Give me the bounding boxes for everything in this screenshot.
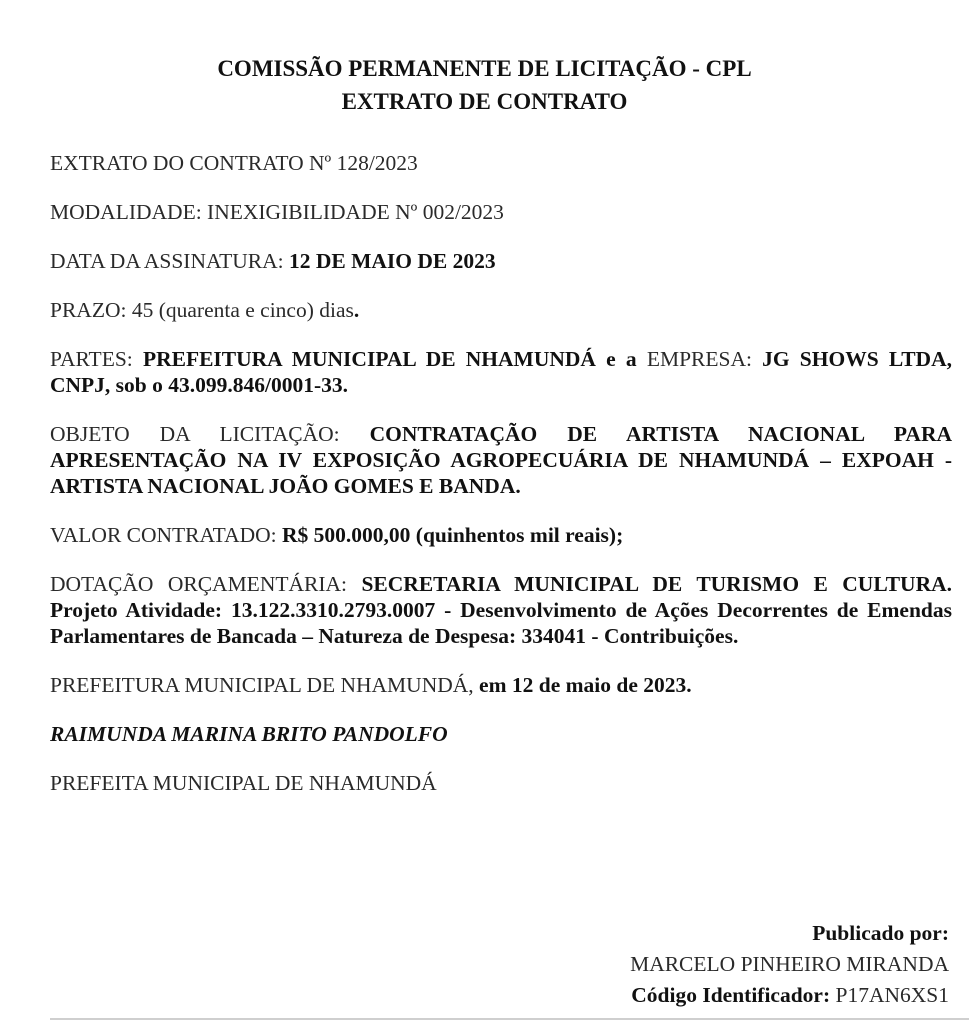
header-document-title: EXTRATO DE CONTRATO	[341, 89, 628, 114]
budget-allocation-value: SECRETARIA MUNICIPAL DE TURISMO E CULTURA. Projeto Atividade: 13.122.3310.2793.0007 - Desenvolvimento de Ações Decorrentes de Emendas Parlamentares de Bancada – Natureza de Despesa: 334041 - Contribuições.	[50, 572, 953, 648]
contract-number-text: EXTRATO DO CONTRATO Nº 128/2023	[50, 151, 418, 175]
object-value: CONTRATAÇÃO DE ARTISTA NACIONAL PARA APRESENTAÇÃO NA IV EXPOSIÇÃO AGROPECUÁRIA DE NHAMUNDÁ – EXPOAH - ARTISTA NACIONAL JOÃO GOMES E BANDA.	[50, 422, 953, 498]
term	[50, 297, 952, 323]
term-text: PRAZO: 45 (quarenta e cinco) dias	[50, 298, 354, 322]
term-end: .	[353, 298, 360, 322]
signatory-role-text: PREFEITA MUNICIPAL DE NHAMUNDÁ	[50, 771, 437, 795]
modality	[50, 199, 952, 225]
identifier-code	[630, 980, 949, 1011]
parties-company-label: EMPRESA:	[646, 347, 752, 371]
parties-label: PARTES:	[50, 347, 133, 371]
date-value: em 12 de maio de 2023.	[479, 673, 692, 697]
object-label: OBJETO DA LICITAÇÃO:	[50, 422, 340, 446]
signatory-name-text: RAIMUNDA MARINA BRITO PANDOLFO	[50, 722, 448, 746]
contract-value-label: VALOR CONTRATADO:	[50, 523, 277, 547]
signatory-role	[50, 770, 952, 796]
parties-municipality: PREFEITURA MUNICIPAL DE NHAMUNDÁ e a	[142, 347, 637, 371]
published-by-label: Publicado por:	[812, 921, 949, 945]
contract-number	[50, 150, 952, 176]
identifier-code-label: Código Identificador:	[631, 983, 831, 1007]
publisher-name: MARCELO PINHEIRO MIRANDA	[630, 952, 949, 976]
parties-company: JG SHOWS LTDA, CNPJ, sob o 43.099.846/0001-33.	[50, 347, 952, 397]
document-header	[0, 52, 969, 118]
place-label: PREFEITURA MUNICIPAL DE NHAMUNDÁ,	[50, 673, 474, 697]
signatory-name	[50, 721, 952, 747]
parties	[50, 346, 952, 398]
publication-info	[630, 918, 949, 1011]
budget-allocation	[50, 571, 952, 649]
document-body	[50, 150, 952, 819]
signature-date-label: DATA DA ASSINATURA:	[50, 249, 284, 273]
signature-date	[50, 248, 952, 274]
object	[50, 421, 952, 499]
contract-value-amount: R$ 500.000,00 (quinhentos mil reais);	[282, 523, 624, 547]
identifier-code-value: P17AN6XS1	[835, 983, 949, 1007]
place-and-date	[50, 672, 952, 698]
budget-allocation-label: DOTAÇÃO ORÇAMENTÁRIA:	[50, 572, 348, 596]
signature-date-value: 12 DE MAIO DE 2023	[289, 249, 496, 273]
footer-divider	[50, 1018, 969, 1020]
header-commission-title: COMISSÃO PERMANENTE DE LICITAÇÃO - CPL	[217, 56, 752, 81]
contract-value	[50, 522, 952, 548]
modality-text: MODALIDADE: INEXIGIBILIDADE Nº 002/2023	[50, 200, 504, 224]
